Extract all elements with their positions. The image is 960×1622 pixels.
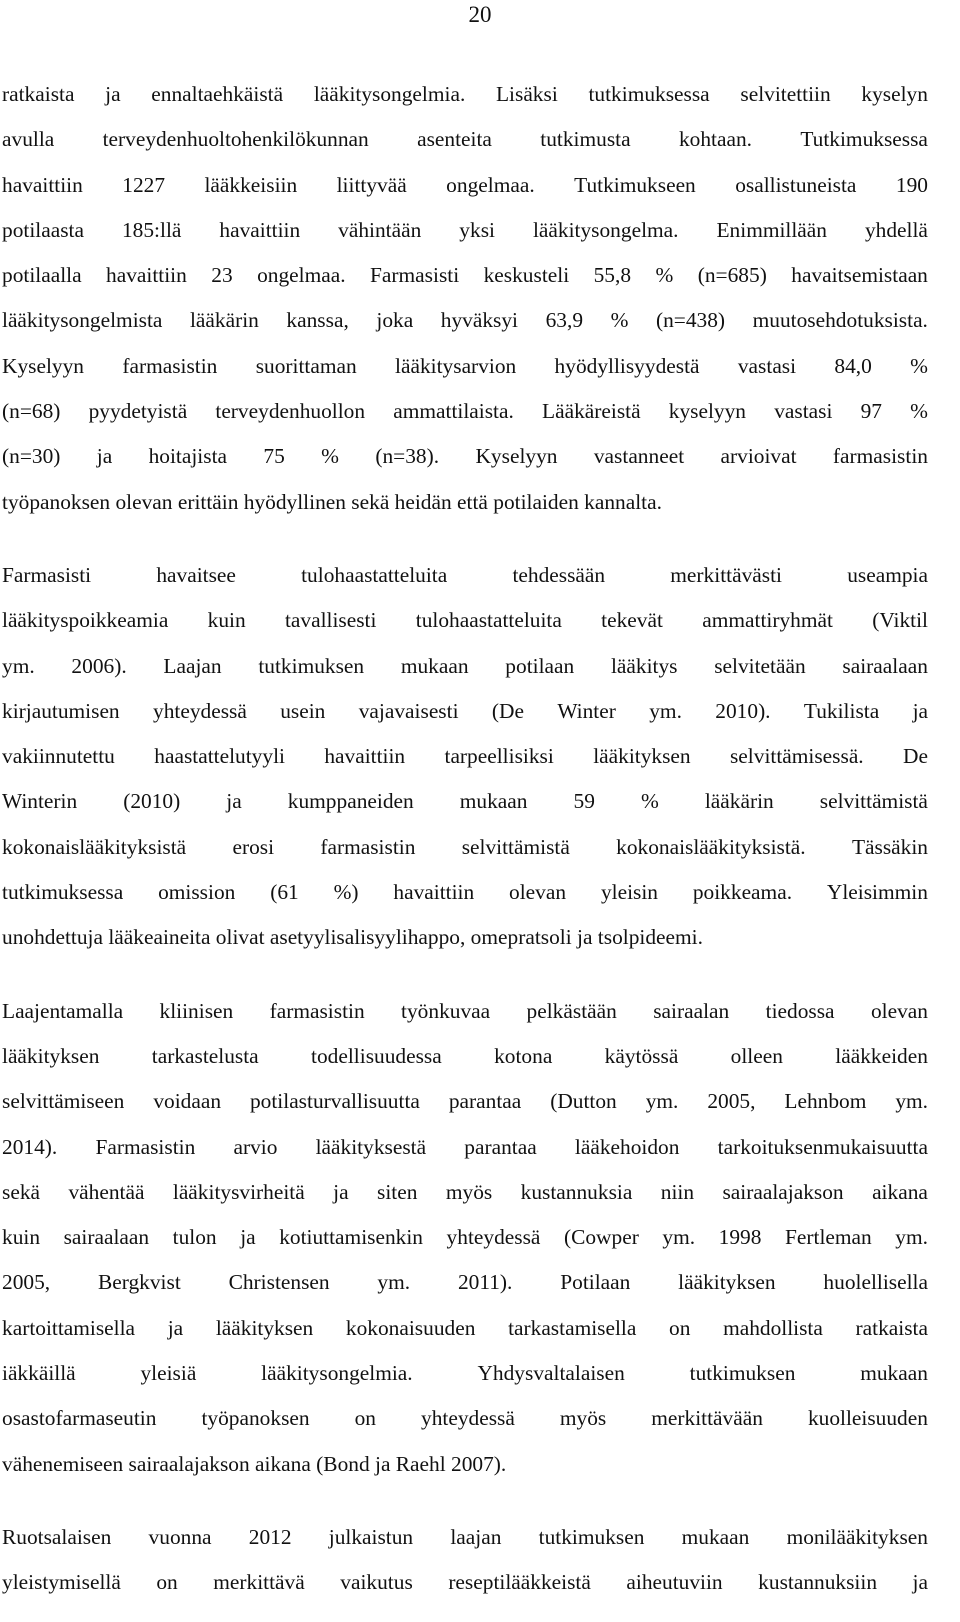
- text-line: yleistymisellä on merkittävä vaikutus reseptilääkkeistä aiheutuviin kustannuksiin ja: [2, 1570, 928, 1595]
- paragraph-3: [2, 989, 928, 1487]
- paragraph-gap: [2, 525, 928, 553]
- paragraph-4: [2, 1515, 928, 1606]
- text-line: lääkitysongelmista lääkärin kanssa, joka hyväksyi 63,9 % (n=438) muutosehdotuksista.: [2, 308, 928, 333]
- text-line: kirjautumisen yhteydessä usein vajavaisesti (De Winter ym. 2010). Tukilista ja: [2, 698, 928, 723]
- text-line: unohdettuja lääkeaineita olivat asetyylisalisyylihappo, omepratsoli ja tsolpideemi.: [2, 925, 703, 950]
- text-line: kartoittamisella ja lääkityksen kokonaisuuden tarkastamisella on mahdollista ratkaista: [2, 1315, 928, 1340]
- document-body: [2, 72, 928, 1606]
- paragraph-gap: [2, 961, 928, 989]
- text-line: osastofarmaseutin työpanoksen on yhteydessä myös merkittävään kuolleisuuden: [2, 1406, 928, 1431]
- text-line: selvittämiseen voidaan potilasturvallisuutta parantaa (Dutton ym. 2005, Lehnbom ym.: [2, 1089, 928, 1114]
- text-line: vakiinnutettu haastattelutyyli havaittiin tarpeellisiksi lääkityksen selvittämisessä. De: [2, 744, 928, 769]
- text-line: (n=68) pyydetyistä terveydenhuollon ammattilaista. Lääkäreistä kyselyyn vastasi 97 %: [2, 399, 928, 424]
- text-line: potilaalla havaittiin 23 ongelmaa. Farmasisti keskusteli 55,8 % (n=685) havaitsemistaan: [2, 263, 928, 288]
- text-line: kuin sairaalaan tulon ja kotiuttamisenkin yhteydessä (Cowper ym. 1998 Fertleman ym.: [2, 1225, 928, 1250]
- paragraph-1: [2, 72, 928, 525]
- text-line: Ruotsalaisen vuonna 2012 julkaistun laajan tutkimuksen mukaan monilääkityksen: [2, 1524, 928, 1549]
- text-line: ym. 2006). Laajan tutkimuksen mukaan potilaan lääkitys selvitetään sairaalaan: [2, 653, 928, 678]
- text-line: lääkityksen tarkastelusta todellisuudessa kotona käytössä olleen lääkkeiden: [2, 1043, 928, 1068]
- page-number: 20: [468, 2, 492, 27]
- text-line: Winterin (2010) ja kumppaneiden mukaan 59 % lääkärin selvittämistä: [2, 789, 928, 814]
- text-line: vähenemiseen sairaalajakson aikana (Bond ja Raehl 2007).: [2, 1451, 507, 1476]
- text-line: Laajentamalla kliinisen farmasistin työnkuvaa pelkästään sairaalan tiedossa olevan: [2, 998, 928, 1023]
- text-line: lääkityspoikkeamia kuin tavallisesti tulohaastatteluita tekevät ammattiryhmät (Viktil: [2, 608, 928, 633]
- text-line: sekä vähentää lääkitysvirheitä ja siten myös kustannuksia niin sairaalajakson aikana: [2, 1179, 928, 1204]
- text-line: (n=30) ja hoitajista 75 % (n=38). Kyselyyn vastanneet arvioivat farmasistin: [2, 444, 928, 469]
- paragraph-2: [2, 553, 928, 961]
- text-line: ratkaista ja ennaltaehkäistä lääkitysongelmia. Lisäksi tutkimuksessa selvitettiin kyselyn: [2, 82, 928, 106]
- text-line: potilaasta 185:llä havaittiin vähintään yksi lääkitysongelma. Enimmillään yhdellä: [2, 217, 928, 242]
- paragraph-gap: [2, 1487, 928, 1515]
- text-line: Kyselyyn farmasistin suorittaman lääkitysarvion hyödyllisyydestä vastasi 84,0 %: [2, 353, 928, 378]
- text-line: 2005, Bergkvist Christensen ym. 2011). Potilaan lääkityksen huolellisella: [2, 1270, 928, 1295]
- text-line: työpanoksen olevan erittäin hyödyllinen sekä heidän että potilaiden kannalta.: [2, 489, 662, 514]
- text-line: iäkkäillä yleisiä lääkitysongelmia. Yhdysvaltalaisen tutkimuksen mukaan: [2, 1361, 928, 1386]
- text-line: kokonaislääkityksistä erosi farmasistin selvittämistä kokonaislääkityksistä. Tässäkin: [2, 834, 928, 859]
- text-line: Farmasisti havaitsee tulohaastatteluita tehdessään merkittävästi useampia: [2, 562, 928, 587]
- text-line: avulla terveydenhuoltohenkilökunnan asenteita tutkimusta kohtaan. Tutkimuksessa: [2, 127, 928, 152]
- text-line: havaittiin 1227 lääkkeisiin liittyvää ongelmaa. Tutkimukseen osallistuneista 190: [2, 172, 928, 197]
- text-line: 2014). Farmasistin arvio lääkityksestä parantaa lääkehoidon tarkoituksenmukaisuutta: [2, 1134, 928, 1159]
- text-line: tutkimuksessa omission (61 %) havaittiin olevan yleisin poikkeama. Yleisimmin: [2, 880, 928, 905]
